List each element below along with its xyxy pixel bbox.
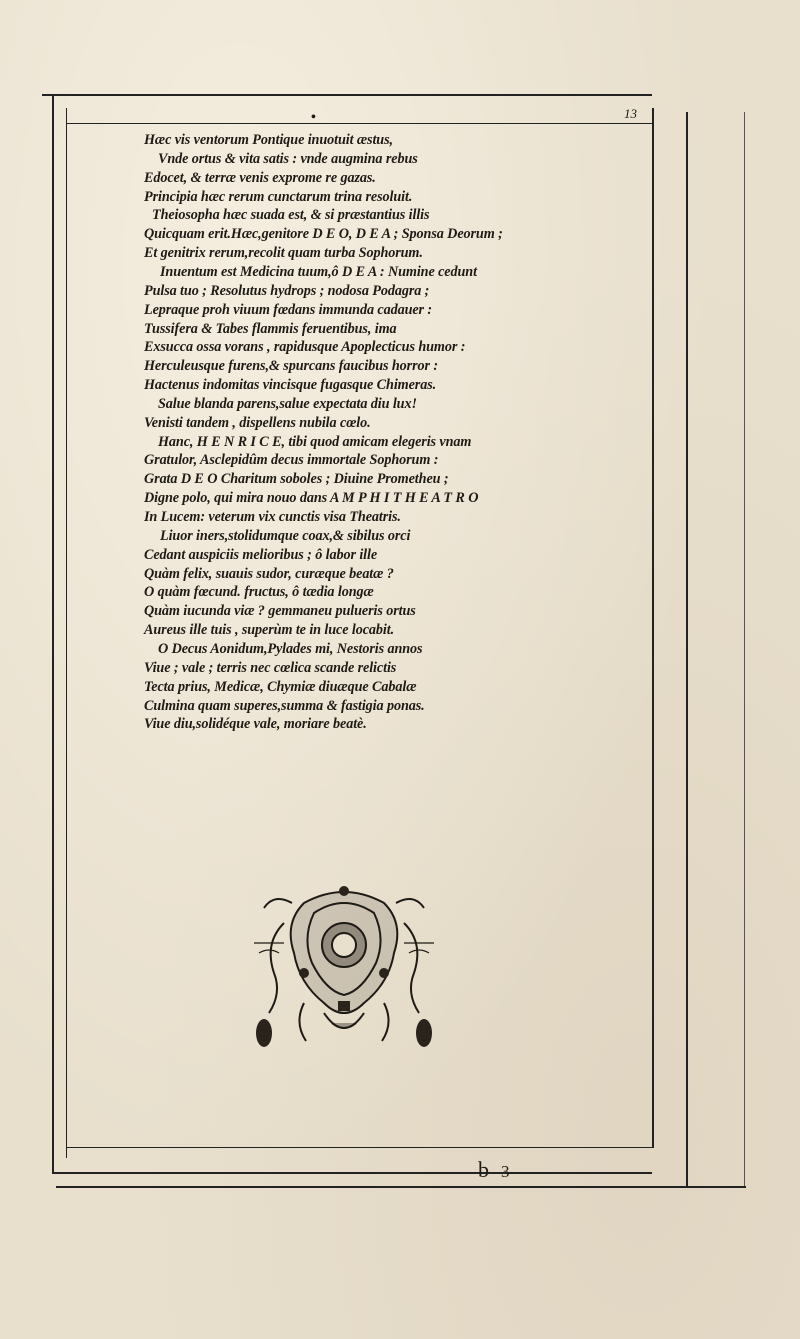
poem-line: Viue ; vale ; terris nec cœlica scande relictis	[144, 659, 397, 676]
left-rule-outer	[52, 96, 54, 1174]
top-rule-inner	[66, 123, 652, 124]
right-rule-outer	[686, 112, 688, 1188]
poem-line: Quàm felix, suauis sudor, curæque beatæ ?	[144, 565, 394, 582]
poem-line: Pulsa tuo ; Resolutus hydrops ; nodosa Podagra ;	[144, 282, 430, 299]
signature-mark	[478, 1157, 510, 1183]
signature-number: 3	[501, 1162, 510, 1181]
bottom-rule-edge	[56, 1186, 746, 1188]
right-rule-edge	[744, 112, 745, 1188]
poem-line: Edocet, & terræ venis exprome re gazas.	[144, 169, 376, 186]
poem-line: Quàm iucunda viæ ? gemmaneu pulueris ortus	[144, 603, 416, 620]
poem-line: Quicquam erit.Hæc,genitore D E O, D E A ; Sponsa Deorum ;	[144, 226, 503, 243]
poem-line: Vnde ortus & vita satis : vnde augmina rebus	[158, 150, 418, 167]
poem-line: Principia hæc rerum cunctarum trina resoluit.	[144, 188, 413, 205]
bottom-rule-inner	[66, 1147, 652, 1148]
poem-line: Aureus ille tuis , superùm te in luce locabit.	[144, 622, 395, 639]
left-rule-inner	[66, 108, 67, 1158]
poem-line: Liuor iners,stolidumque coax,& sibilus orci	[160, 527, 411, 544]
poem-line: O quàm fœcund. fructus, ô tædia longæ	[144, 584, 374, 601]
bottom-rule-outer	[52, 1172, 652, 1174]
poem-line: Lepraque proh viuum fœdans immunda cadauer :	[144, 301, 433, 318]
right-rule-inner	[652, 108, 654, 1148]
poem-line: Tecta prius, Medicæ, Chymiæ diuæque Cabalæ	[144, 678, 417, 695]
poem-line: Viue diu,solidéque vale, moriare beatè.	[144, 716, 367, 733]
poem-line: O Decus Aonidum,Pylades mi, Nestoris annos	[158, 640, 423, 657]
signature-letter: b	[478, 1157, 489, 1182]
poem-line: In Lucem: veterum vix cunctis visa Theatris.	[144, 509, 401, 525]
poem-line: Herculeusque furens,& spurcans faucibus horror :	[144, 358, 438, 375]
poem-line: Grata D E O Charitum soboles ; Diuine Prometheu ;	[144, 471, 449, 488]
poem-line: Exsucca ossa vorans , rapidusque Apoplecticus humor :	[144, 339, 466, 356]
poem-line: Gratulor, Asclepidûm decus immortale Sophorum :	[144, 452, 439, 469]
poem-line: Digne polo, qui mira nouo dans A M P H I T H E A T R O	[144, 490, 479, 507]
poem-line: Hanc, H E N R I C E, tibi quod amicam elegeris vnam	[158, 433, 472, 450]
top-rule-outer	[42, 94, 652, 96]
center-dot: •	[311, 110, 316, 125]
poem-line: Et genitrix rerum,recolit quam turba Sophorum.	[144, 245, 423, 262]
poem-line: Hactenus indomitas vincisque fugasque Chimeras.	[144, 377, 437, 394]
poem-line: Cedant auspiciis melioribus ; ô labor ille	[144, 546, 378, 563]
poem-line: Culmina quam superes,summa & fastigia ponas.	[144, 697, 425, 714]
poem-line: Venisti tandem , dispellens nubila cœlo.	[144, 414, 371, 431]
poem-line: Salue blanda parens,salue expectata diu lux!	[158, 395, 417, 412]
poem-line: Hæc vis ventorum Pontique inuotuit æstus,	[144, 132, 393, 148]
printer-ornament-icon	[244, 883, 444, 1053]
poem-line: Tussifera & Tabes flammis feruentibus, ima	[144, 320, 397, 337]
poem-line: Theiosopha hæc suada est, & si præstantius illis	[152, 207, 430, 224]
poem-line: Inuentum est Medicina tuum,ô D E A : Numine cedunt	[160, 263, 477, 280]
page-number: 13	[624, 106, 637, 121]
